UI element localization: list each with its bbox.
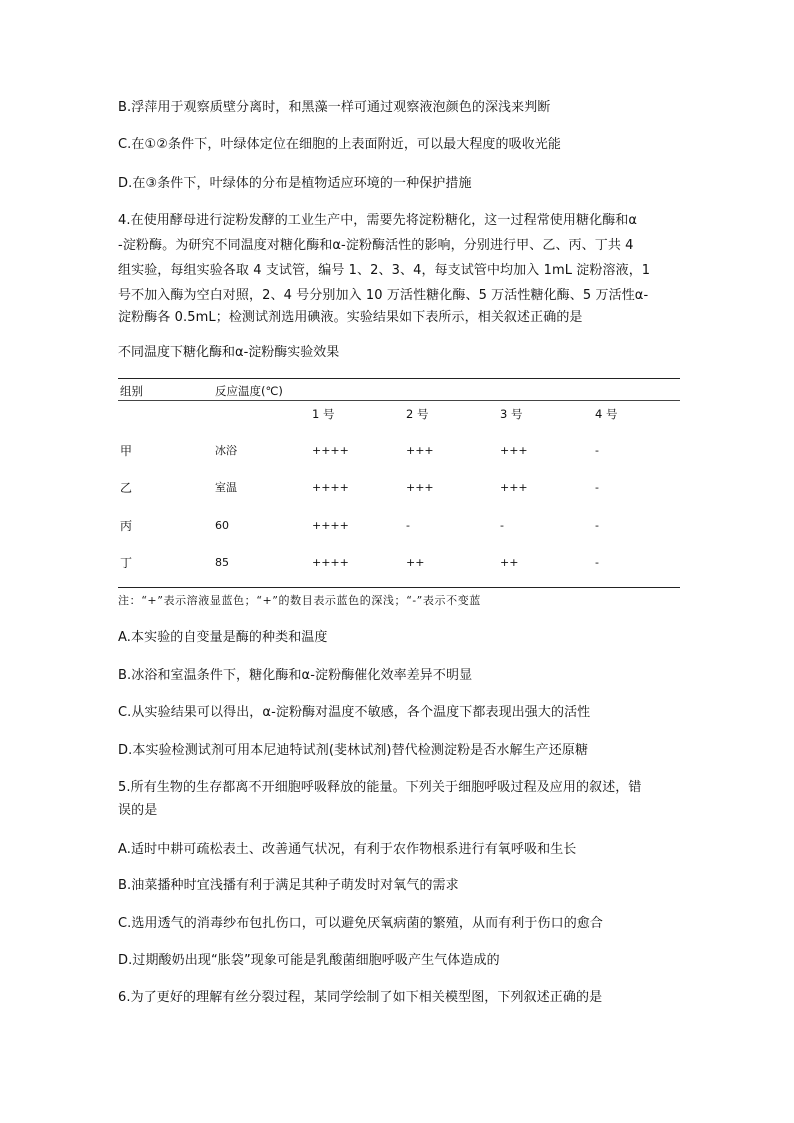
header-group: 组别 (120, 384, 143, 398)
row-value: +++ (500, 444, 528, 457)
table-note: 注：“+”表示溶液显蓝色；“+”的数目表示蓝色的深浅；“-”表示不变蓝 (118, 594, 481, 607)
table-header-rule (118, 400, 680, 401)
q5-stem-line: 误的是 (118, 803, 158, 818)
header-tube-3: 3 号 (500, 407, 523, 421)
q4-stem-line: -淀粉酶。为研究不同温度对糖化酶和α-淀粉酶活性的影响，分别进行甲、乙、丙、丁共 4 (118, 238, 634, 253)
q5-option-c: C.选用透气的消毒纱布包扎伤口，可以避免厌氧病菌的繁殖，从而有利于伤口的愈合 (118, 916, 604, 931)
header-tube-4: 4 号 (595, 407, 618, 421)
row-value: - (595, 444, 599, 457)
row-value: ++++ (312, 519, 349, 532)
header-tube-1: 1 号 (312, 407, 335, 421)
header-tube-2: 2 号 (406, 407, 429, 421)
row-value: ++++ (312, 481, 349, 494)
q4-option-b: B.冰浴和室温条件下，糖化酶和α-淀粉酶催化效率差异不明显 (118, 668, 473, 683)
row-temp: 85 (215, 556, 229, 569)
row-temp: 冰浴 (215, 444, 237, 457)
row-value: ++++ (312, 444, 349, 457)
option-c-q3: C.在①②条件下，叶绿体定位在细胞的上表面附近，可以最大程度的吸收光能 (118, 137, 562, 152)
q5-stem-line: 5.所有生物的生存都离不开细胞呼吸释放的能量。下列关于细胞呼吸过程及应用的叙述，错 (118, 780, 642, 795)
q5-option-b: B.油菜播种时宜浅播有利于满足其种子萌发时对氧气的需求 (118, 878, 459, 893)
row-group: 丁 (120, 556, 133, 570)
q4-option-a: A.本实验的自变量是酶的种类和温度 (118, 630, 328, 645)
row-value: - (595, 519, 599, 532)
row-value: ++ (406, 556, 425, 569)
q4-stem-line: 组实验，每组实验各取 4 支试管，编号 1、2、3、4，每支试管中均加入 1mL 淀粉溶液，1 (118, 263, 651, 278)
row-value: - (595, 556, 599, 569)
row-group: 甲 (120, 444, 133, 458)
option-d-q3: D.在③条件下，叶绿体的分布是植物适应环境的一种保护措施 (118, 176, 472, 191)
row-value: ++ (500, 556, 519, 569)
row-value: +++ (500, 481, 528, 494)
row-value: - (595, 481, 599, 494)
table-top-rule (118, 378, 680, 379)
q4-option-c: C.从实验结果可以得出，α-淀粉酶对温度不敏感，各个温度下都表现出强大的活性 (118, 705, 591, 720)
row-group: 丙 (120, 519, 133, 533)
row-value: +++ (406, 481, 434, 494)
row-value: - (500, 519, 504, 532)
q4-stem-line: 4.在使用酵母进行淀粉发酵的工业生产中，需要先将淀粉糖化，这一过程常使用糖化酶和α (118, 213, 638, 228)
table-caption: 不同温度下糖化酶和α-淀粉酶实验效果 (118, 345, 340, 360)
row-group: 乙 (120, 481, 133, 495)
table-bottom-rule (118, 587, 680, 588)
row-temp: 60 (215, 519, 229, 532)
row-value: - (406, 519, 410, 532)
q4-stem-line: 淀粉酶各 0.5mL；检测试剂选用碘液。实验结果如下表所示，相关叙述正确的是 (118, 310, 583, 325)
q5-option-d: D.过期酸奶出现“胀袋”现象可能是乳酸菌细胞呼吸产生气体造成的 (118, 953, 500, 968)
q5-option-a: A.适时中耕可疏松表土、改善通气状况，有利于农作物根系进行有氧呼吸和生长 (118, 842, 577, 857)
row-value: +++ (406, 444, 434, 457)
row-value: ++++ (312, 556, 349, 569)
q4-stem-line: 号不加入酶为空白对照，2、4 号分别加入 10 万活性糖化酶、5 万活性糖化酶、5 万活性α- (118, 288, 649, 303)
header-temp: 反应温度(℃) (215, 384, 283, 398)
row-temp: 室温 (215, 481, 237, 494)
q6-stem-line: 6.为了更好的理解有丝分裂过程，某同学绘制了如下相关模型图，下列叙述正确的是 (118, 990, 603, 1005)
option-b-q3: B.浮萍用于观察质壁分离时，和黑藻一样可通过观察液泡颜色的深浅来判断 (118, 100, 551, 115)
q4-option-d: D.本实验检测试剂可用本尼迪特试剂(斐林试剂)替代检测淀粉是否水解生产还原糖 (118, 743, 589, 758)
